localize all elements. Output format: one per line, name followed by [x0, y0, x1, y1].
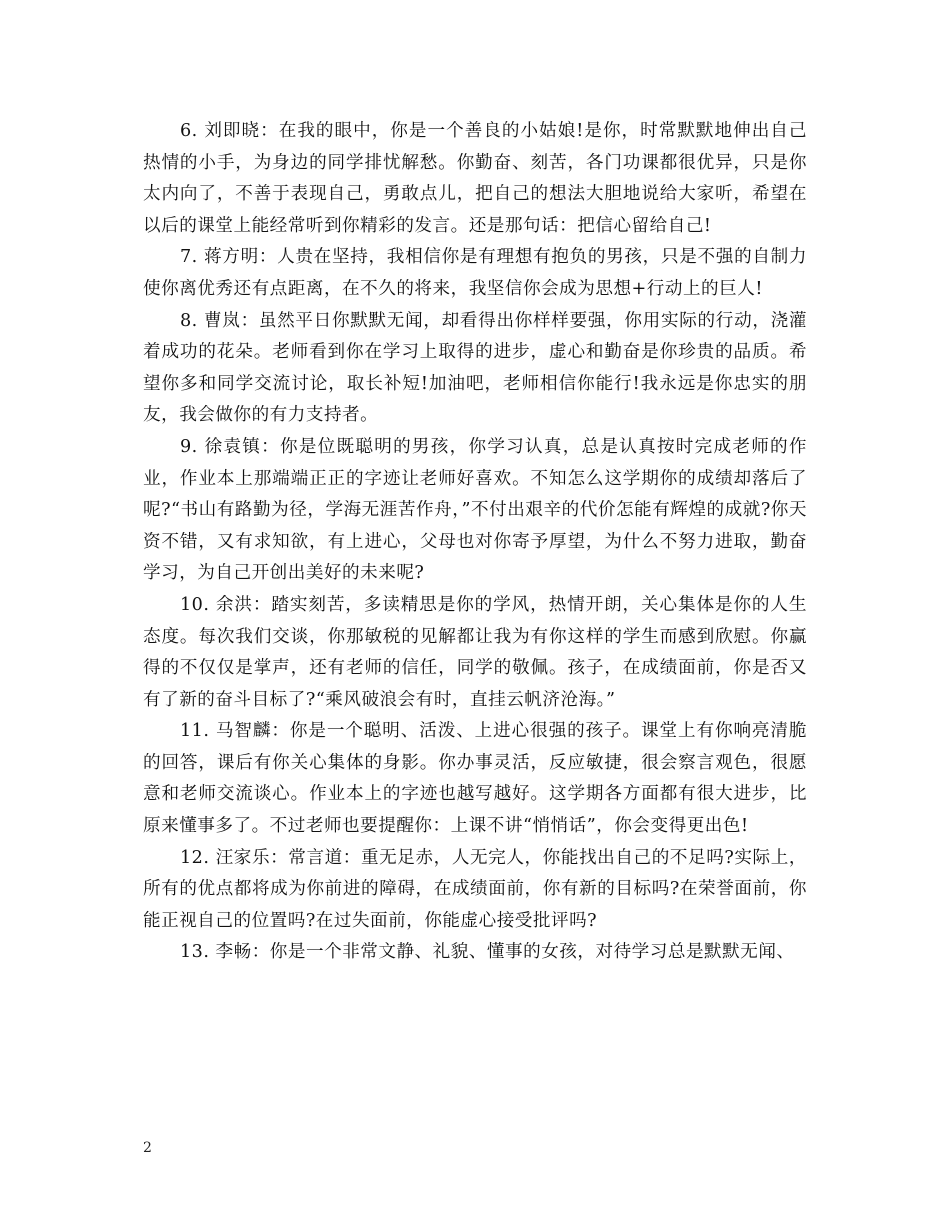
page-number: 2	[143, 1140, 152, 1156]
paragraph-12: 12. 汪家乐：常言道：重无足赤，人无完人，你能找出自己的不足吗?实际上，所有的优点都将成为你前进的障碍，在成绩面前，你有新的目标吗?在荣誉面前，你能正视自己的位置吗?在过失面前，你能虚心接受批评吗?	[143, 847, 807, 931]
paragraph-9: 9. 徐袁镇：你是位既聪明的男孩，你学习认真，总是认真按时完成老师的作业，作业本上那端端正正的字迹让老师好喜欢。不知怎么这学期你的成绩却落后了呢?“书山有路勤为径，学海无涯苦作舟，”不付出艰辛的代价怎能有辉煌的成就?你天资不错，又有求知欲，有上进心，父母也对你寄予厚望，为什么不努力进取，勤奋学习，为自己开创出美好的未来呢?	[143, 436, 807, 584]
paragraph-13: 13. 李畅：你是一个非常文静、礼貌、懂事的女孩，对待学习总是默默无闻、	[179, 942, 795, 963]
paragraph-10: 10. 余洪：踏实刻苦，多读精思是你的学风，热情开朗，关心集体是你的人生态度。每次我们交谈，你那敏税的见解都让我为有你这样的学生而感到欣慰。你赢得的不仅仅是掌声，还有老师的信任，同学的敬佩。孩子，在成绩面前，你是否又有了新的奋斗目标了?“乘风破浪会有时，直挂云帆济沧海。”	[143, 594, 807, 710]
paragraph-6: 6. 刘即晓：在我的眼中，你是一个善良的小姑娘!是你，时常默默地伸出自己热情的小手，为身边的同学排忧解愁。你勤奋、刻苦，各门功课都很优异，只是你太内向了，不善于表现自己，勇敢点儿，把自己的想法大胆地说给大家听，希望在以后的课堂上能经常听到你精彩的发言。还是那句话：把信心留给自己!	[143, 121, 807, 236]
paragraph-11: 11. 马智麟：你是一个聪明、活泼、上进心很强的孩子。课堂上有你响亮清脆的回答，课后有你关心集体的身影。你办事灵活，反应敏捷，很会察言观色，很愿意和老师交流谈心。作业本上的字迹也越写越好。这学期各方面都有很大进步，比原来懂事多了。不过老师也要提醒你：上课不讲“悄悄话”，你会变得更出色!	[143, 721, 807, 837]
document-body	[143, 116, 807, 969]
paragraph-8: 8. 曹岚：虽然平日你默默无闻，却看得出你样样要强，你用实际的行动，浇灌着成功的花朵。老师看到你在学习上取得的进步，虚心和勤奋是你珍贵的品质。希望你多和同学交流讨论，取长补短!加油吧，老师相信你能行!我永远是你忠实的朋友，我会做你的有力支持者。	[143, 310, 807, 426]
paragraph-7: 7. 蒋方明：人贵在坚持，我相信你是有理想有抱负的男孩，只是不强的自制力使你离优秀还有点距离，在不久的将来，我坚信你会成为思想+行动上的巨人!	[143, 247, 807, 299]
